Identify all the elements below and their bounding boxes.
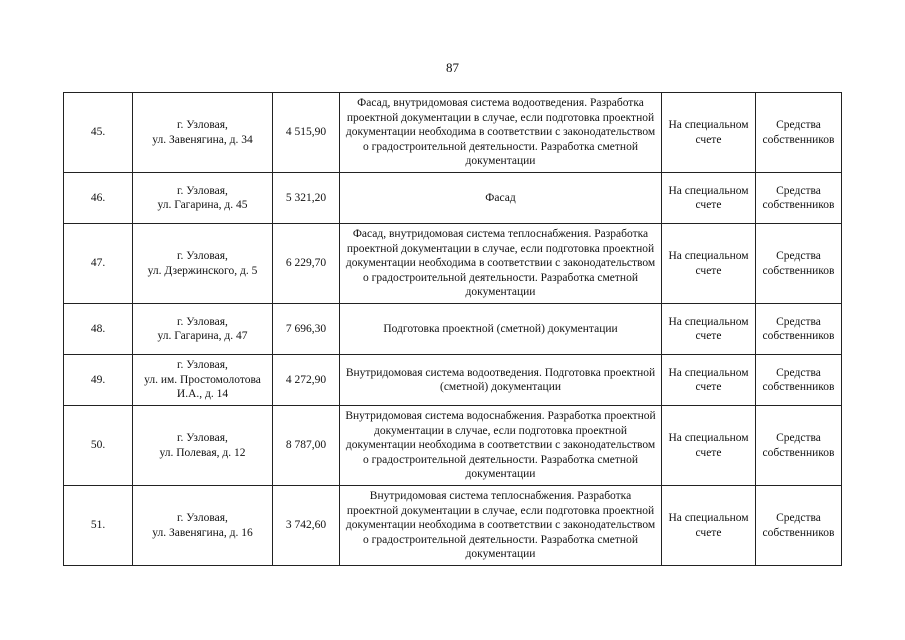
row-number: 50.	[64, 406, 133, 486]
row-number: 45.	[64, 93, 133, 173]
address-street: ул. Гагарина, д. 45	[157, 199, 248, 211]
work-description: Внутридомовая система теплоснабжения. Разработка проектной документации в случае, если подготовка проектной документации необходима в соответствии с законодательством о градостроительной деятельности. Разработка сметной документации	[340, 486, 662, 566]
funding-source: Средства собственников	[756, 304, 842, 355]
page-number: 87	[446, 60, 459, 75]
account-type: На специальном счете	[662, 224, 756, 304]
address-cell	[133, 93, 273, 173]
funding-source: Средства собственников	[756, 355, 842, 406]
account-type: На специальном счете	[662, 486, 756, 566]
area-value: 6 229,70	[273, 224, 340, 304]
table-row	[64, 224, 842, 304]
table-row	[64, 173, 842, 224]
address-city: г. Узловая,	[177, 512, 228, 524]
table-row	[64, 486, 842, 566]
address-street: ул. Полевая, д. 12	[159, 446, 246, 459]
work-description: Фасад	[340, 173, 662, 224]
work-description: Внутридомовая система водоснабжения. Разработка проектной документации в случае, если подготовка проектной документации необходима в соответствии с законодательством о градостроительной деятельности. Разработка сметной документации	[340, 406, 662, 486]
table-row	[64, 355, 842, 406]
address-street: ул. Завенягина, д. 34	[152, 133, 253, 146]
funding-source: Средства собственников	[756, 406, 842, 486]
address-cell	[133, 355, 273, 406]
address-city: г. Узловая,	[177, 250, 228, 262]
funding-source: Средства собственников	[756, 173, 842, 224]
work-description: Подготовка проектной (сметной) документации	[340, 304, 662, 355]
table-row	[64, 93, 842, 173]
address-street: ул. им. Простомолотова И.А., д. 14	[144, 373, 261, 401]
account-type: На специальном счете	[662, 173, 756, 224]
account-type: На специальном счете	[662, 93, 756, 173]
work-description: Фасад, внутридомовая система водоотведения. Разработка проектной документации в случае, если подготовка проектной документации необходима в соответствии с законодательством о градостроительной деятельности. Разработка сметной документации	[340, 93, 662, 173]
address-city: г. Узловая,	[177, 432, 228, 444]
area-value: 8 787,00	[273, 406, 340, 486]
address-city: г. Узловая,	[177, 184, 228, 197]
address-street: ул. Завенягина, д. 16	[152, 526, 253, 539]
table-row	[64, 304, 842, 355]
table-row	[64, 406, 842, 486]
row-number: 49.	[64, 355, 133, 406]
row-number: 51.	[64, 486, 133, 566]
area-value: 4 515,90	[273, 93, 340, 173]
account-type: На специальном счете	[662, 355, 756, 406]
address-cell	[133, 486, 273, 566]
address-city: г. Узловая,	[177, 359, 228, 372]
area-value: 5 321,20	[273, 173, 340, 224]
capital-repair-table	[63, 92, 842, 566]
area-value: 3 742,60	[273, 486, 340, 566]
address-cell	[133, 304, 273, 355]
row-number: 47.	[64, 224, 133, 304]
address-cell	[133, 173, 273, 224]
row-number: 46.	[64, 173, 133, 224]
area-value: 4 272,90	[273, 355, 340, 406]
account-type: На специальном счете	[662, 406, 756, 486]
funding-source: Средства собственников	[756, 93, 842, 173]
address-street: ул. Гагарина, д. 47	[157, 330, 248, 342]
address-city: г. Узловая,	[177, 315, 228, 328]
funding-source: Средства собственников	[756, 224, 842, 304]
account-type: На специальном счете	[662, 304, 756, 355]
row-number: 48.	[64, 304, 133, 355]
address-cell	[133, 406, 273, 486]
address-cell	[133, 224, 273, 304]
address-street: ул. Дзержинского, д. 5	[147, 264, 258, 277]
area-value: 7 696,30	[273, 304, 340, 355]
work-description: Фасад, внутридомовая система теплоснабжения. Разработка проектной документации в случае, если подготовка проектной документации необходима в соответствии с законодательством о градостроительной деятельности. Разработка сметной документации	[340, 224, 662, 304]
address-city: г. Узловая,	[177, 119, 228, 131]
work-description: Внутридомовая система водоотведения. Подготовка проектной (сметной) документации	[340, 355, 662, 406]
funding-source: Средства собственников	[756, 486, 842, 566]
